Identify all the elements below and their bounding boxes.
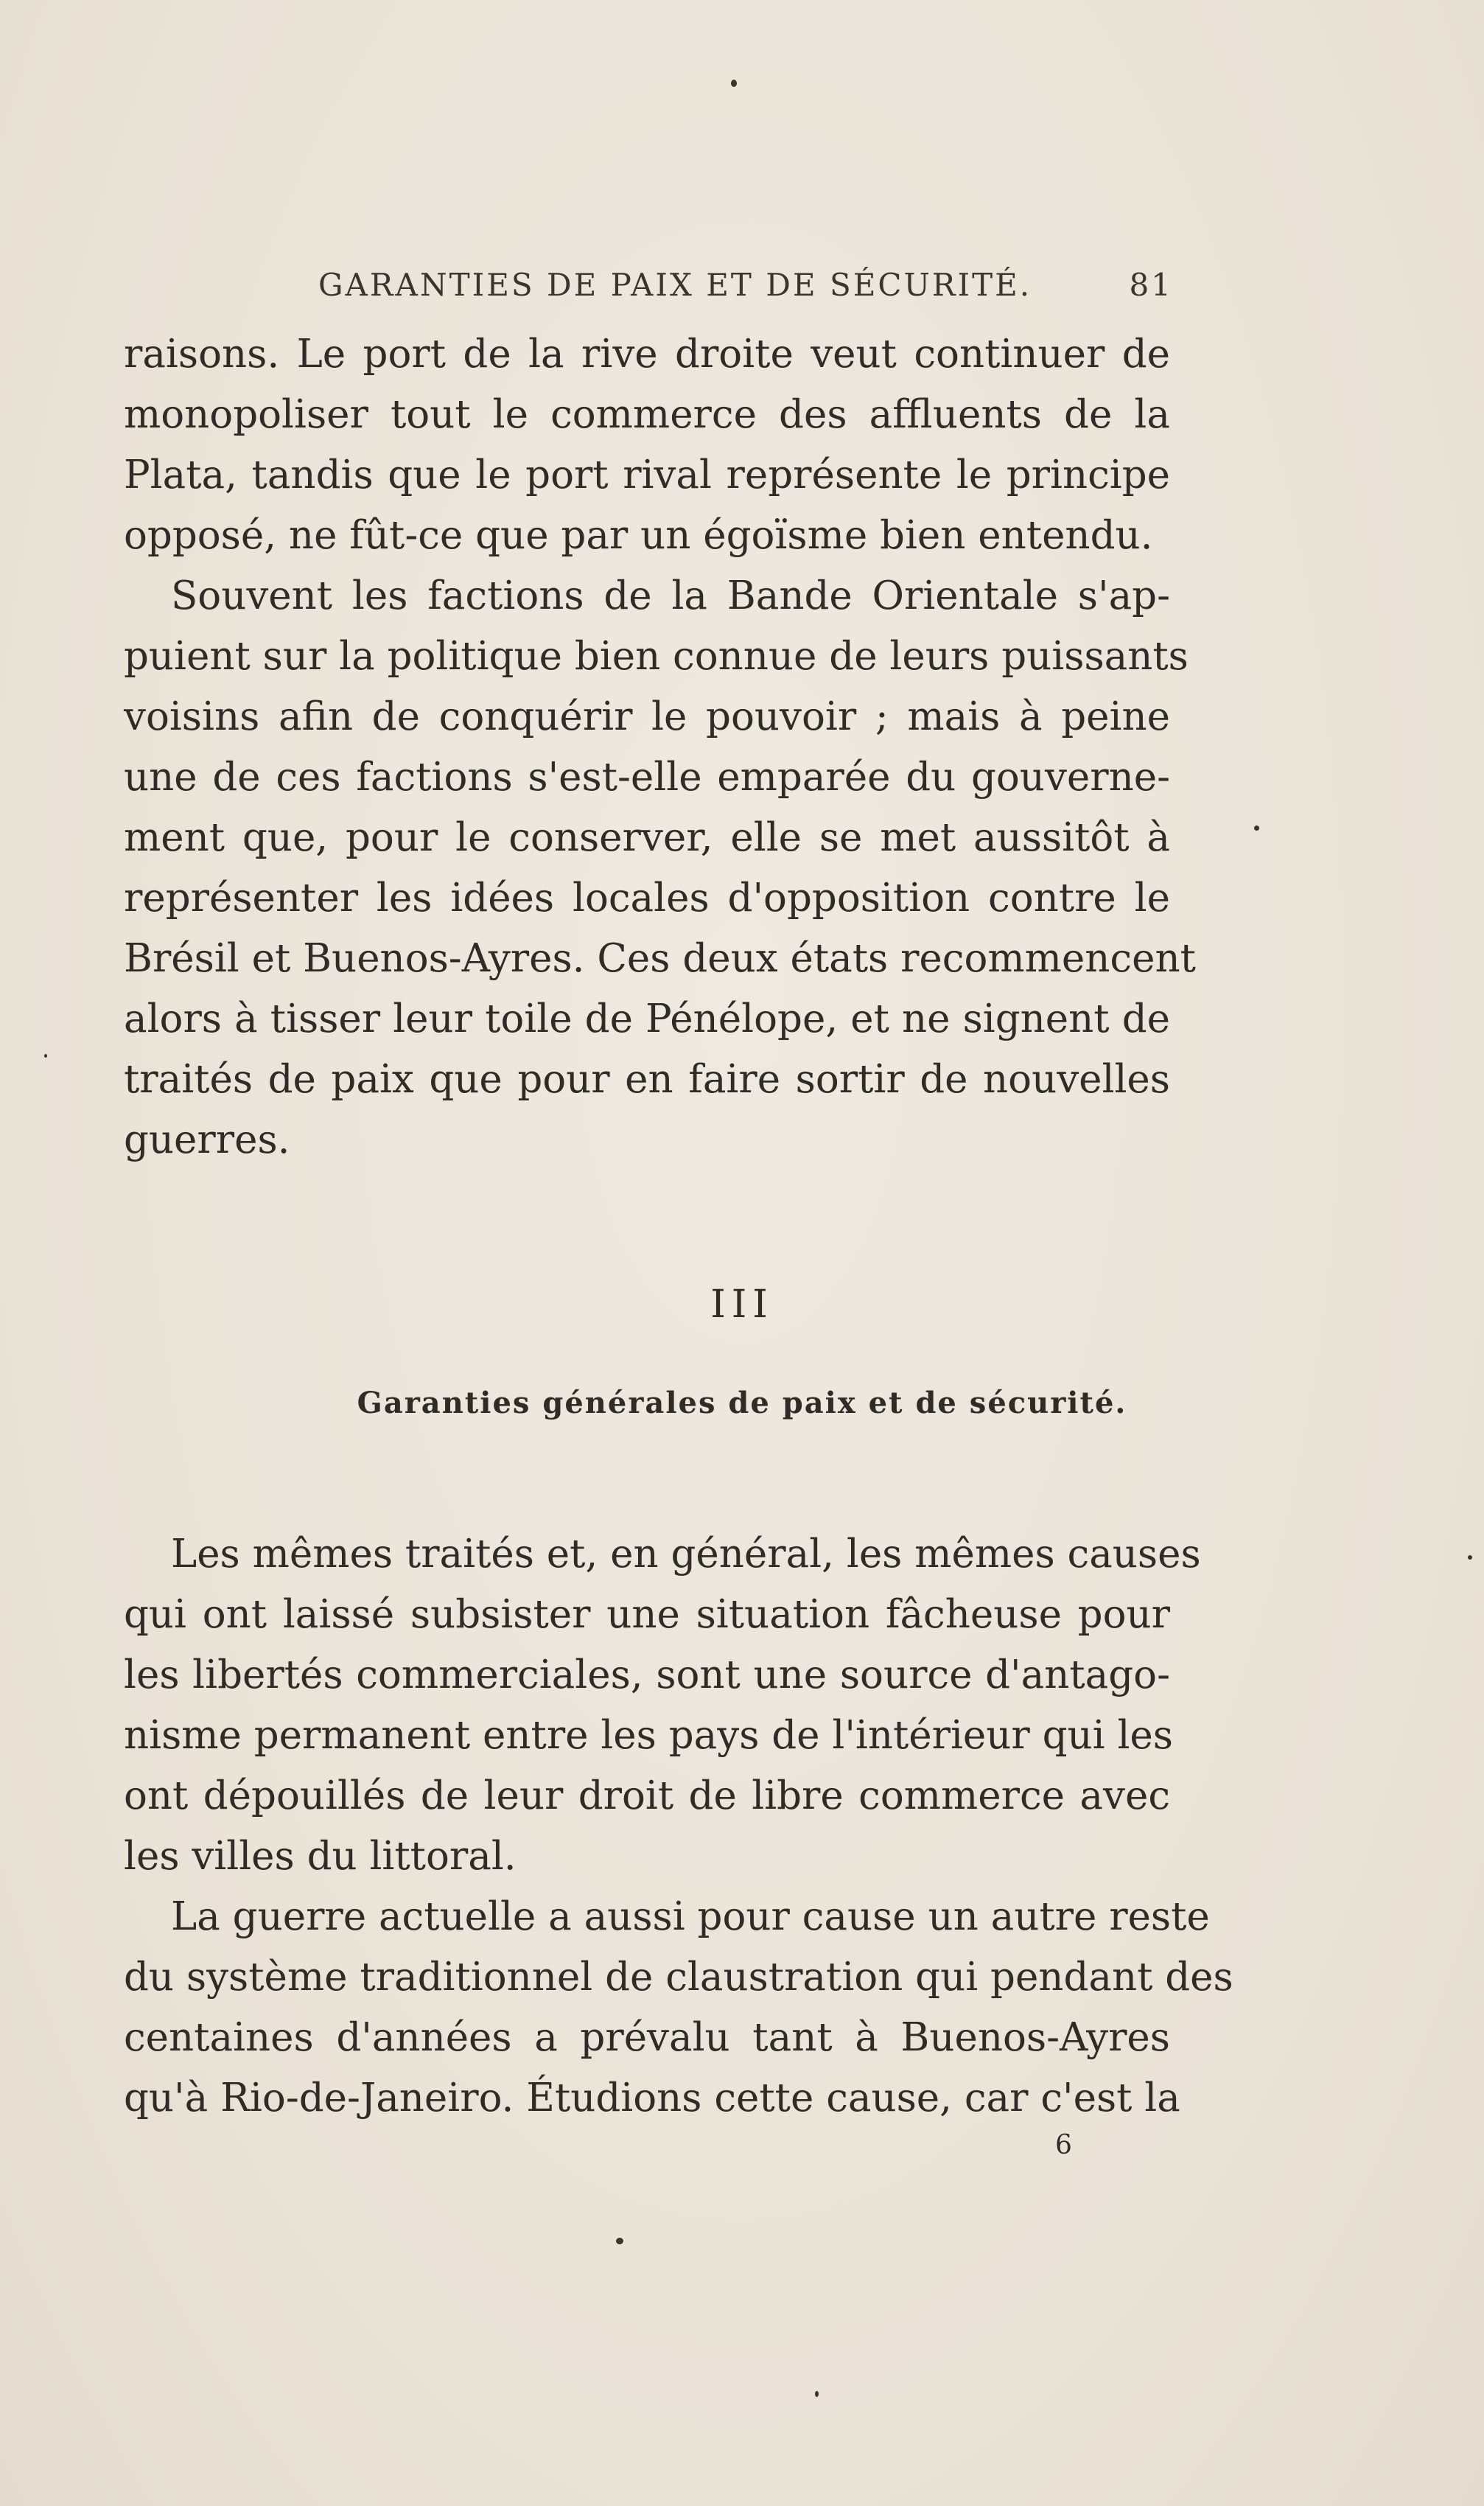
text-line: Les mêmes traités et, en général, les mêmes causes (171, 1532, 1201, 1577)
text-line: opposé, ne fût-ce que par un égoïsme bien entendu. (124, 513, 1153, 558)
text-line: Brésil et Buenos-Ayres. Ces deux états recommencent (124, 936, 1196, 981)
text-line: puient sur la politique bien connue de leurs puissants (124, 634, 1189, 679)
page-number: 81 (1129, 267, 1173, 303)
text-line: ment que, pour le conserver, elle se met aussitôt à (124, 815, 1170, 860)
text-line: qu'à Rio-de-Janeiro. Étudions cette cause, car c'est la (124, 2076, 1180, 2121)
text-line: centaines d'années a prévalu tant à Buenos-Ayres (124, 2015, 1170, 2060)
paper-speck (815, 2391, 819, 2397)
text-line: les libertés commerciales, sont une source d'antago- (124, 1652, 1170, 1697)
paper-speck (1468, 1555, 1472, 1560)
text-line: monopoliser tout le commerce des affluents de la (124, 392, 1170, 437)
text-line: les villes du littoral. (124, 1834, 517, 1879)
text-line: traités de paix que pour en faire sortir de nouvelles (124, 1057, 1170, 1102)
running-head (318, 267, 1173, 311)
text-line: du système traditionnel de claustration qui pendant des (124, 1955, 1233, 2000)
text-block-bottom (124, 1524, 1233, 2129)
running-title: GARANTIES DE PAIX ET DE SÉCURITÉ. (318, 267, 1032, 303)
paper-speck (616, 2238, 623, 2244)
text-line: Plata, tandis que le port rival représente le principe (124, 453, 1170, 498)
signature-mark: 6 (1055, 2130, 1072, 2160)
text-block-top (124, 324, 1196, 1170)
paper-speck (44, 1054, 47, 1058)
text-line: représenter les idées locales d'opposition contre le (124, 876, 1170, 921)
text-line: voisins afin de conquérir le pouvoir ; mais à peine (124, 694, 1170, 739)
paper-speck (1254, 826, 1259, 831)
text-line: La guerre actuelle a aussi pour cause un autre reste (171, 1894, 1210, 1939)
text-line: raisons. Le port de la rive droite veut continuer de (124, 332, 1170, 377)
text-line: Souvent les factions de la Bande Orientale s'ap- (171, 573, 1170, 618)
text-line: ont dépouillés de leur droit de libre commerce avec (124, 1773, 1170, 1818)
section-number: III (710, 1282, 774, 1327)
paper-speck (731, 80, 737, 87)
text-line: une de ces factions s'est-elle emparée du gouverne- (124, 755, 1170, 800)
text-line: nisme permanent entre les pays de l'intérieur qui les (124, 1713, 1173, 1758)
text-line: guerres. (124, 1117, 290, 1162)
text-line: qui ont laissé subsister une situation fâcheuse pour (124, 1592, 1170, 1637)
section-title: Garanties générales de paix et de sécurité. (357, 1386, 1127, 1420)
text-line: alors à tisser leur toile de Pénélope, et ne signent de (124, 997, 1170, 1041)
